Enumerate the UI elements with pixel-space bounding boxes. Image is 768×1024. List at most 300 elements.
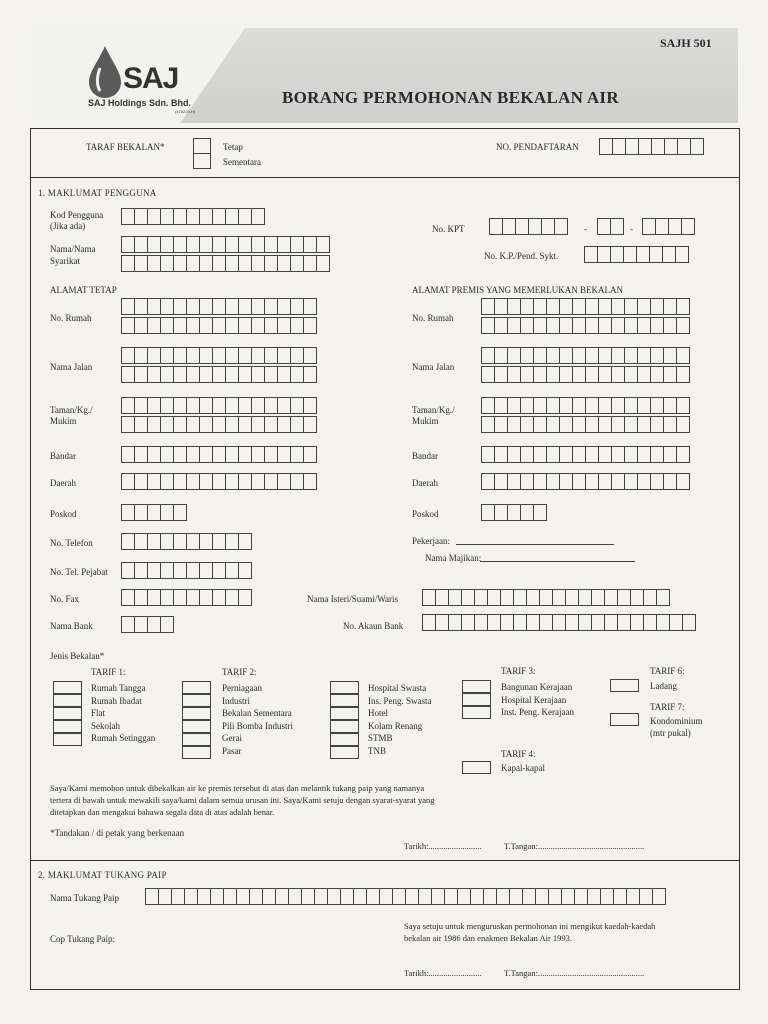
char-box[interactable]: [212, 397, 226, 414]
char-box[interactable]: [638, 138, 652, 155]
char-box[interactable]: [611, 446, 625, 463]
char-box[interactable]: [212, 317, 226, 334]
char-box[interactable]: [642, 218, 656, 235]
char-box[interactable]: [461, 589, 475, 606]
char-box[interactable]: [121, 616, 135, 633]
char-box[interactable]: [572, 317, 586, 334]
char-box[interactable]: [249, 888, 263, 905]
char-box[interactable]: [663, 446, 677, 463]
char-box[interactable]: [225, 317, 239, 334]
char-box[interactable]: [290, 416, 304, 433]
char-box[interactable]: [533, 317, 547, 334]
char-box[interactable]: [650, 397, 664, 414]
char-box[interactable]: [650, 298, 664, 315]
char-box[interactable]: [173, 298, 187, 315]
char-box[interactable]: [134, 533, 148, 550]
char-box[interactable]: [546, 298, 560, 315]
char-box[interactable]: [275, 888, 289, 905]
char-box[interactable]: [690, 138, 704, 155]
char-box[interactable]: [199, 317, 213, 334]
char-box[interactable]: [134, 416, 148, 433]
s2-signature-field[interactable]: T.Tangan:..................................................: [504, 968, 645, 978]
char-box[interactable]: [225, 589, 239, 606]
char-box[interactable]: [160, 473, 174, 490]
char-box[interactable]: [676, 473, 690, 490]
char-box[interactable]: [238, 236, 252, 253]
char-box[interactable]: [650, 473, 664, 490]
char-box[interactable]: [591, 589, 605, 606]
char-box[interactable]: [121, 533, 135, 550]
char-box[interactable]: [662, 246, 676, 263]
char-box[interactable]: [494, 366, 508, 383]
char-box[interactable]: [515, 218, 529, 235]
char-box[interactable]: [585, 347, 599, 364]
char-box[interactable]: [572, 366, 586, 383]
bekalan-sementara-checkbox[interactable]: [182, 707, 211, 720]
char-box[interactable]: [238, 473, 252, 490]
char-box[interactable]: [637, 347, 651, 364]
rumah-tangga-checkbox[interactable]: [53, 681, 82, 694]
premis-nama-jalan-input-1[interactable]: [481, 347, 689, 364]
char-box[interactable]: [546, 416, 560, 433]
char-box[interactable]: [520, 347, 534, 364]
no-pendaftaran-input[interactable]: [599, 138, 703, 155]
char-box[interactable]: [277, 298, 291, 315]
char-box[interactable]: [251, 255, 265, 272]
char-box[interactable]: [225, 416, 239, 433]
char-box[interactable]: [483, 888, 497, 905]
char-box[interactable]: [290, 397, 304, 414]
char-box[interactable]: [212, 208, 226, 225]
industri-checkbox[interactable]: [182, 694, 211, 707]
char-box[interactable]: [121, 562, 135, 579]
char-box[interactable]: [121, 397, 135, 414]
char-box[interactable]: [121, 473, 135, 490]
char-box[interactable]: [507, 317, 521, 334]
char-box[interactable]: [171, 888, 185, 905]
premis-taman-input-2[interactable]: [481, 416, 689, 433]
char-box[interactable]: [598, 446, 612, 463]
char-box[interactable]: [520, 366, 534, 383]
char-box[interactable]: [528, 218, 542, 235]
char-box[interactable]: [210, 888, 224, 905]
char-box[interactable]: [546, 397, 560, 414]
char-box[interactable]: [147, 397, 161, 414]
char-box[interactable]: [147, 616, 161, 633]
char-box[interactable]: [533, 473, 547, 490]
char-box[interactable]: [173, 255, 187, 272]
char-box[interactable]: [251, 208, 265, 225]
char-box[interactable]: [652, 888, 666, 905]
char-box[interactable]: [277, 473, 291, 490]
no-akaun-input[interactable]: [422, 614, 695, 631]
char-box[interactable]: [147, 504, 161, 521]
taman-input-1[interactable]: [121, 397, 316, 414]
nama-jalan-input-2[interactable]: [121, 366, 316, 383]
char-box[interactable]: [546, 473, 560, 490]
char-box[interactable]: [444, 888, 458, 905]
char-box[interactable]: [507, 347, 521, 364]
char-box[interactable]: [160, 616, 174, 633]
char-box[interactable]: [160, 416, 174, 433]
char-box[interactable]: [637, 397, 651, 414]
char-box[interactable]: [121, 446, 135, 463]
char-box[interactable]: [533, 298, 547, 315]
char-box[interactable]: [598, 416, 612, 433]
char-box[interactable]: [650, 416, 664, 433]
perniagaan-checkbox[interactable]: [182, 681, 211, 694]
char-box[interactable]: [481, 416, 495, 433]
no-kpt-input-2[interactable]: [597, 218, 623, 235]
char-box[interactable]: [277, 416, 291, 433]
premis-daerah-input[interactable]: [481, 473, 689, 490]
char-box[interactable]: [134, 366, 148, 383]
char-box[interactable]: [561, 888, 575, 905]
no-rumah-input-1[interactable]: [121, 298, 316, 315]
char-box[interactable]: [611, 347, 625, 364]
bandar-input[interactable]: [121, 446, 316, 463]
char-box[interactable]: [668, 218, 682, 235]
char-box[interactable]: [494, 504, 508, 521]
nama-bank-input[interactable]: [121, 616, 173, 633]
char-box[interactable]: [559, 397, 573, 414]
char-box[interactable]: [539, 589, 553, 606]
char-box[interactable]: [303, 366, 317, 383]
char-box[interactable]: [158, 888, 172, 905]
char-box[interactable]: [121, 347, 135, 364]
char-box[interactable]: [625, 138, 639, 155]
char-box[interactable]: [611, 366, 625, 383]
char-box[interactable]: [225, 255, 239, 272]
char-box[interactable]: [663, 317, 677, 334]
char-box[interactable]: [649, 246, 663, 263]
char-box[interactable]: [238, 255, 252, 272]
char-box[interactable]: [277, 255, 291, 272]
char-box[interactable]: [186, 562, 200, 579]
char-box[interactable]: [212, 347, 226, 364]
char-box[interactable]: [251, 446, 265, 463]
char-box[interactable]: [676, 366, 690, 383]
char-box[interactable]: [147, 473, 161, 490]
char-box[interactable]: [533, 347, 547, 364]
char-box[interactable]: [546, 347, 560, 364]
char-box[interactable]: [655, 218, 669, 235]
char-box[interactable]: [225, 562, 239, 579]
char-box[interactable]: [546, 366, 560, 383]
char-box[interactable]: [611, 416, 625, 433]
char-box[interactable]: [301, 888, 315, 905]
char-box[interactable]: [546, 317, 560, 334]
char-box[interactable]: [559, 317, 573, 334]
char-box[interactable]: [160, 446, 174, 463]
char-box[interactable]: [624, 298, 638, 315]
char-box[interactable]: [533, 366, 547, 383]
char-box[interactable]: [600, 888, 614, 905]
char-box[interactable]: [121, 504, 135, 521]
char-box[interactable]: [277, 397, 291, 414]
kolam-renang-checkbox[interactable]: [330, 720, 359, 733]
poskod-input[interactable]: [121, 504, 186, 521]
char-box[interactable]: [533, 446, 547, 463]
char-box[interactable]: [173, 562, 187, 579]
char-box[interactable]: [212, 298, 226, 315]
char-box[interactable]: [448, 614, 462, 631]
char-box[interactable]: [264, 416, 278, 433]
char-box[interactable]: [340, 888, 354, 905]
daerah-input[interactable]: [121, 473, 316, 490]
char-box[interactable]: [160, 208, 174, 225]
char-box[interactable]: [494, 416, 508, 433]
char-box[interactable]: [251, 416, 265, 433]
char-box[interactable]: [585, 416, 599, 433]
char-box[interactable]: [643, 589, 657, 606]
char-box[interactable]: [611, 298, 625, 315]
char-box[interactable]: [238, 208, 252, 225]
char-box[interactable]: [509, 888, 523, 905]
char-box[interactable]: [630, 614, 644, 631]
char-box[interactable]: [134, 208, 148, 225]
no-telefon-input[interactable]: [121, 533, 251, 550]
char-box[interactable]: [251, 366, 265, 383]
char-box[interactable]: [611, 317, 625, 334]
char-box[interactable]: [624, 446, 638, 463]
ins-peng-swasta-checkbox[interactable]: [330, 694, 359, 707]
char-box[interactable]: [559, 298, 573, 315]
char-box[interactable]: [611, 397, 625, 414]
char-box[interactable]: [513, 589, 527, 606]
s1-tarikh-field[interactable]: Tarikh:.........................: [404, 841, 482, 851]
char-box[interactable]: [225, 533, 239, 550]
char-box[interactable]: [676, 298, 690, 315]
char-box[interactable]: [677, 138, 691, 155]
char-box[interactable]: [238, 347, 252, 364]
nama-waris-input[interactable]: [422, 589, 669, 606]
char-box[interactable]: [277, 317, 291, 334]
hospital-kerajaan-checkbox[interactable]: [462, 693, 491, 706]
char-box[interactable]: [290, 366, 304, 383]
char-box[interactable]: [121, 366, 135, 383]
char-box[interactable]: [637, 317, 651, 334]
char-box[interactable]: [160, 589, 174, 606]
nama-tukang-paip-input[interactable]: [145, 888, 665, 905]
no-fax-input[interactable]: [121, 589, 251, 606]
char-box[interactable]: [186, 255, 200, 272]
char-box[interactable]: [264, 255, 278, 272]
char-box[interactable]: [612, 138, 626, 155]
char-box[interactable]: [663, 366, 677, 383]
char-box[interactable]: [251, 236, 265, 253]
char-box[interactable]: [173, 589, 187, 606]
char-box[interactable]: [597, 246, 611, 263]
char-box[interactable]: [199, 446, 213, 463]
char-box[interactable]: [572, 347, 586, 364]
char-box[interactable]: [288, 888, 302, 905]
char-box[interactable]: [448, 589, 462, 606]
char-box[interactable]: [574, 888, 588, 905]
char-box[interactable]: [314, 888, 328, 905]
char-box[interactable]: [225, 366, 239, 383]
char-box[interactable]: [173, 236, 187, 253]
char-box[interactable]: [290, 473, 304, 490]
char-box[interactable]: [186, 298, 200, 315]
char-box[interactable]: [238, 533, 252, 550]
char-box[interactable]: [559, 446, 573, 463]
nama-input-row-1[interactable]: [121, 236, 329, 253]
char-box[interactable]: [225, 397, 239, 414]
char-box[interactable]: [676, 347, 690, 364]
char-box[interactable]: [624, 473, 638, 490]
char-box[interactable]: [303, 255, 317, 272]
char-box[interactable]: [663, 347, 677, 364]
char-box[interactable]: [212, 562, 226, 579]
char-box[interactable]: [613, 888, 627, 905]
premis-poskod-input[interactable]: [481, 504, 546, 521]
char-box[interactable]: [121, 208, 135, 225]
char-box[interactable]: [277, 446, 291, 463]
nama-input-row-2[interactable]: [121, 255, 329, 272]
char-box[interactable]: [591, 614, 605, 631]
char-box[interactable]: [236, 888, 250, 905]
char-box[interactable]: [494, 317, 508, 334]
taman-input-2[interactable]: [121, 416, 316, 433]
char-box[interactable]: [481, 298, 495, 315]
char-box[interactable]: [637, 446, 651, 463]
char-box[interactable]: [663, 298, 677, 315]
char-box[interactable]: [598, 366, 612, 383]
char-box[interactable]: [212, 589, 226, 606]
char-box[interactable]: [598, 473, 612, 490]
char-box[interactable]: [650, 317, 664, 334]
char-box[interactable]: [173, 473, 187, 490]
char-box[interactable]: [643, 614, 657, 631]
char-box[interactable]: [121, 589, 135, 606]
char-box[interactable]: [199, 255, 213, 272]
char-box[interactable]: [121, 236, 135, 253]
char-box[interactable]: [435, 614, 449, 631]
bangunan-kerajaan-checkbox[interactable]: [462, 680, 491, 693]
no-kpt-input-1[interactable]: [489, 218, 567, 235]
char-box[interactable]: [184, 888, 198, 905]
pekerjaan-line[interactable]: [456, 544, 614, 545]
char-box[interactable]: [598, 397, 612, 414]
char-box[interactable]: [637, 366, 651, 383]
hospital-swasta-checkbox[interactable]: [330, 681, 359, 694]
char-box[interactable]: [500, 589, 514, 606]
char-box[interactable]: [327, 888, 341, 905]
char-box[interactable]: [624, 366, 638, 383]
char-box[interactable]: [160, 236, 174, 253]
char-box[interactable]: [160, 533, 174, 550]
char-box[interactable]: [121, 255, 135, 272]
char-box[interactable]: [147, 533, 161, 550]
char-box[interactable]: [422, 614, 436, 631]
char-box[interactable]: [290, 347, 304, 364]
char-box[interactable]: [303, 347, 317, 364]
char-box[interactable]: [366, 888, 380, 905]
char-box[interactable]: [303, 397, 317, 414]
char-box[interactable]: [487, 589, 501, 606]
char-box[interactable]: [587, 888, 601, 905]
char-box[interactable]: [264, 473, 278, 490]
char-box[interactable]: [316, 236, 330, 253]
char-box[interactable]: [160, 317, 174, 334]
char-box[interactable]: [121, 317, 135, 334]
char-box[interactable]: [461, 614, 475, 631]
char-box[interactable]: [199, 533, 213, 550]
char-box[interactable]: [500, 614, 514, 631]
char-box[interactable]: [585, 366, 599, 383]
char-box[interactable]: [522, 888, 536, 905]
char-box[interactable]: [238, 366, 252, 383]
char-box[interactable]: [264, 446, 278, 463]
char-box[interactable]: [520, 504, 534, 521]
gerai-checkbox[interactable]: [182, 733, 211, 746]
char-box[interactable]: [650, 366, 664, 383]
kod-pengguna-input[interactable]: [121, 208, 264, 225]
char-box[interactable]: [513, 614, 527, 631]
sekolah-checkbox[interactable]: [53, 720, 82, 733]
char-box[interactable]: [147, 208, 161, 225]
char-box[interactable]: [134, 473, 148, 490]
char-box[interactable]: [173, 366, 187, 383]
char-box[interactable]: [676, 416, 690, 433]
char-box[interactable]: [481, 347, 495, 364]
char-box[interactable]: [526, 614, 540, 631]
sementara-checkbox[interactable]: [193, 153, 211, 169]
char-box[interactable]: [160, 298, 174, 315]
char-box[interactable]: [199, 366, 213, 383]
char-box[interactable]: [212, 416, 226, 433]
char-box[interactable]: [494, 298, 508, 315]
char-box[interactable]: [533, 504, 547, 521]
char-box[interactable]: [639, 888, 653, 905]
char-box[interactable]: [584, 246, 598, 263]
char-box[interactable]: [264, 317, 278, 334]
char-box[interactable]: [353, 888, 367, 905]
char-box[interactable]: [251, 347, 265, 364]
char-box[interactable]: [470, 888, 484, 905]
kapal-kapal-checkbox[interactable]: [462, 761, 491, 774]
char-box[interactable]: [637, 416, 651, 433]
char-box[interactable]: [507, 473, 521, 490]
char-box[interactable]: [160, 255, 174, 272]
char-box[interactable]: [147, 416, 161, 433]
char-box[interactable]: [199, 473, 213, 490]
char-box[interactable]: [134, 397, 148, 414]
char-box[interactable]: [134, 255, 148, 272]
char-box[interactable]: [623, 246, 637, 263]
char-box[interactable]: [507, 504, 521, 521]
char-box[interactable]: [663, 473, 677, 490]
char-box[interactable]: [565, 614, 579, 631]
char-box[interactable]: [554, 218, 568, 235]
premis-taman-input-1[interactable]: [481, 397, 689, 414]
char-box[interactable]: [578, 614, 592, 631]
char-box[interactable]: [624, 347, 638, 364]
char-box[interactable]: [481, 473, 495, 490]
char-box[interactable]: [199, 347, 213, 364]
char-box[interactable]: [507, 416, 521, 433]
char-box[interactable]: [186, 416, 200, 433]
char-box[interactable]: [535, 888, 549, 905]
char-box[interactable]: [173, 317, 187, 334]
char-box[interactable]: [546, 446, 560, 463]
char-box[interactable]: [303, 298, 317, 315]
char-box[interactable]: [624, 397, 638, 414]
char-box[interactable]: [520, 317, 534, 334]
char-box[interactable]: [559, 366, 573, 383]
char-box[interactable]: [431, 888, 445, 905]
